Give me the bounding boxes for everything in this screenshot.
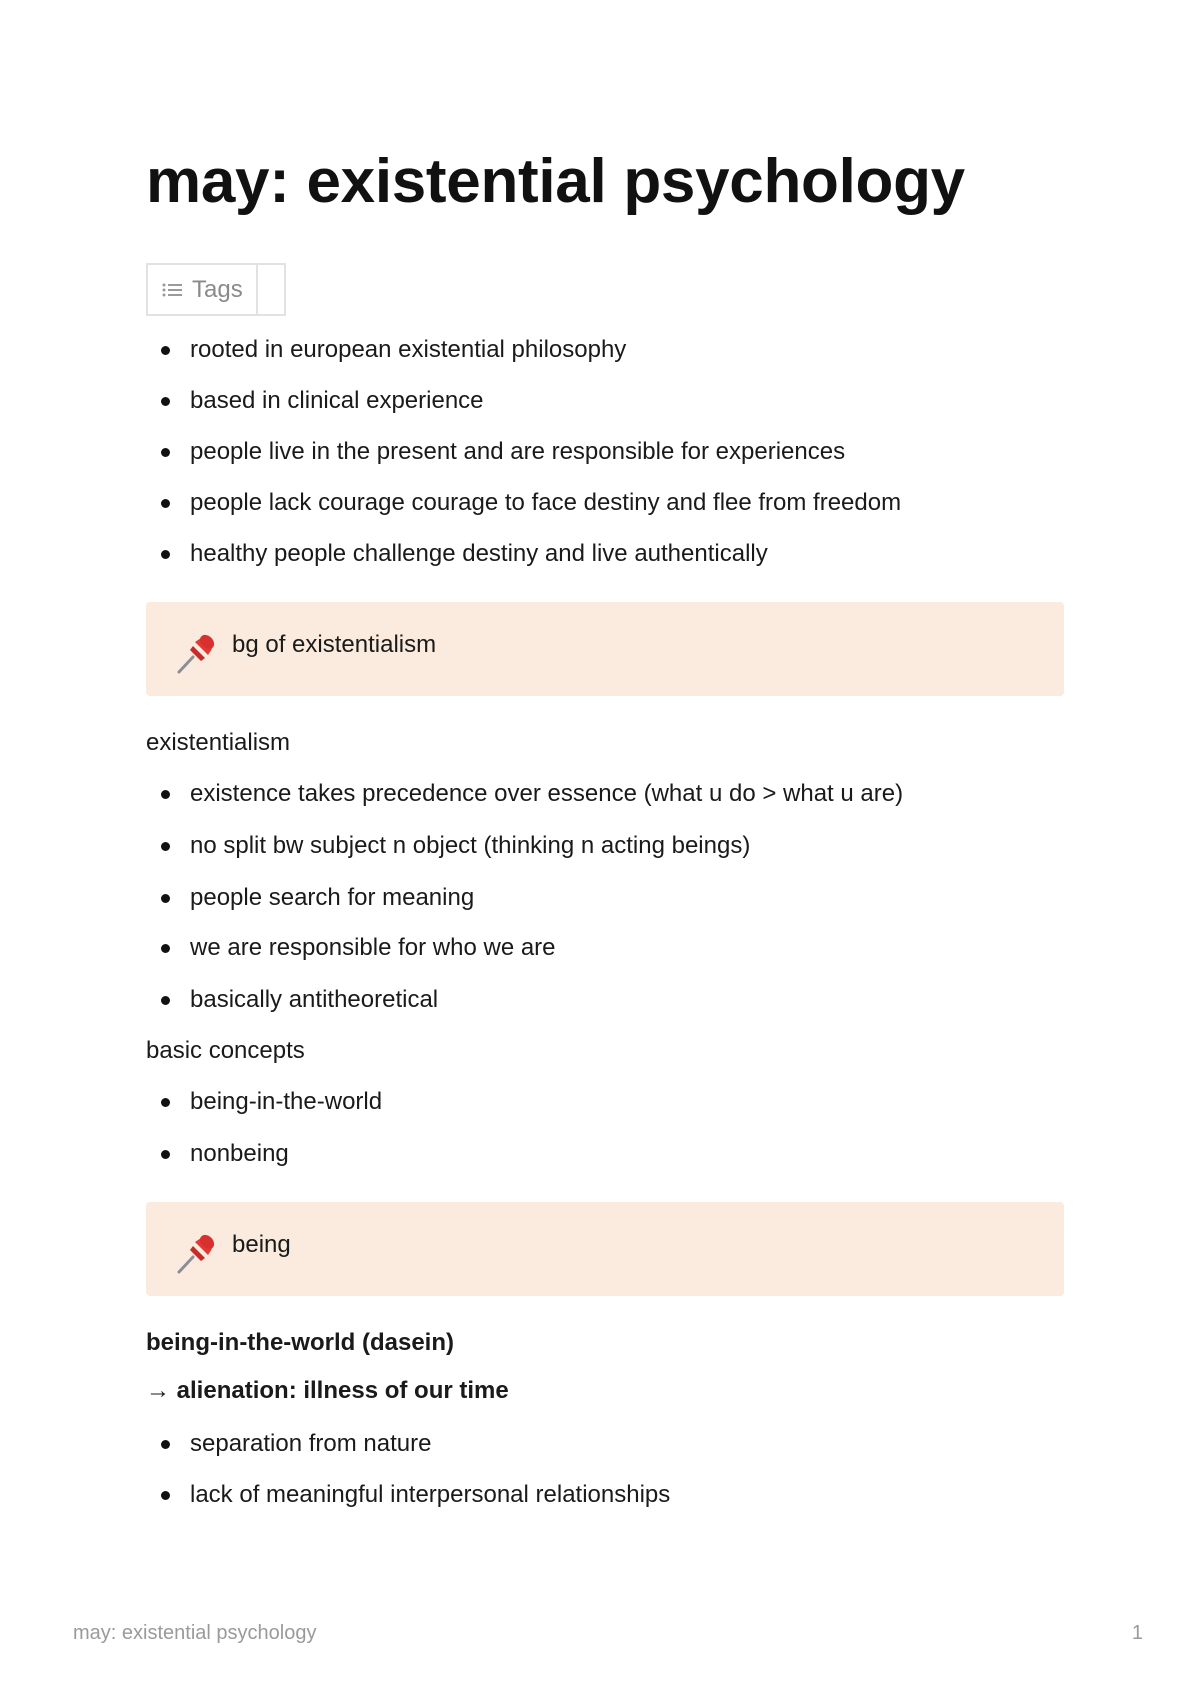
list-item: people live in the present and are responsible for experiences bbox=[146, 437, 901, 467]
callout-bg-of-existentialism bbox=[146, 602, 1064, 696]
list-item: no split bw subject n object (thinking n acting beings) bbox=[146, 831, 903, 861]
list-item: rooted in european existential philosophy bbox=[146, 335, 901, 365]
list-item: existence takes precedence over essence (what u do > what u are) bbox=[146, 779, 903, 809]
page-number: 1 bbox=[1131, 1622, 1143, 1644]
pushpin-icon bbox=[174, 1232, 218, 1276]
list-item: we are responsible for who we are bbox=[146, 933, 903, 963]
existentialism-heading: existentialism bbox=[146, 729, 291, 756]
callout-text: being bbox=[232, 1231, 291, 1258]
being-section-heading: being-in-the-world (dasein) bbox=[146, 1329, 454, 1356]
list-item: people lack courage courage to face destiny and flee from freedom bbox=[146, 488, 901, 518]
tags-property-name[interactable] bbox=[148, 265, 258, 314]
list-item: separation from nature bbox=[146, 1429, 670, 1459]
footer-title: may: existential psychology bbox=[73, 1622, 317, 1644]
callout-being bbox=[146, 1202, 1064, 1296]
list-item: based in clinical experience bbox=[146, 386, 901, 416]
basic-concepts-bullet-list bbox=[146, 1087, 382, 1169]
existentialism-bullet-list bbox=[146, 779, 903, 1015]
list-item: healthy people challenge destiny and live authentically bbox=[146, 539, 901, 569]
list-item: basically antitheoretical bbox=[146, 985, 903, 1015]
tags-label: Tags bbox=[192, 275, 243, 303]
list-icon bbox=[162, 282, 182, 298]
page-title: may: existential psychology bbox=[146, 147, 965, 216]
being-section-bullet-list bbox=[146, 1429, 670, 1510]
pushpin-icon bbox=[174, 632, 218, 676]
intro-bullet-list bbox=[146, 335, 901, 569]
tags-value[interactable] bbox=[258, 265, 284, 314]
basic-concepts-heading: basic concepts bbox=[146, 1037, 305, 1064]
list-item: people search for meaning bbox=[146, 883, 903, 913]
list-item: nonbeing bbox=[146, 1139, 382, 1169]
tags-property[interactable] bbox=[146, 263, 286, 316]
list-item: lack of meaningful interpersonal relationships bbox=[146, 1480, 670, 1510]
callout-text: bg of existentialism bbox=[232, 631, 437, 658]
being-section-subheading: → alienation: illness of our time bbox=[146, 1377, 509, 1404]
list-item: being-in-the-world bbox=[146, 1087, 382, 1117]
